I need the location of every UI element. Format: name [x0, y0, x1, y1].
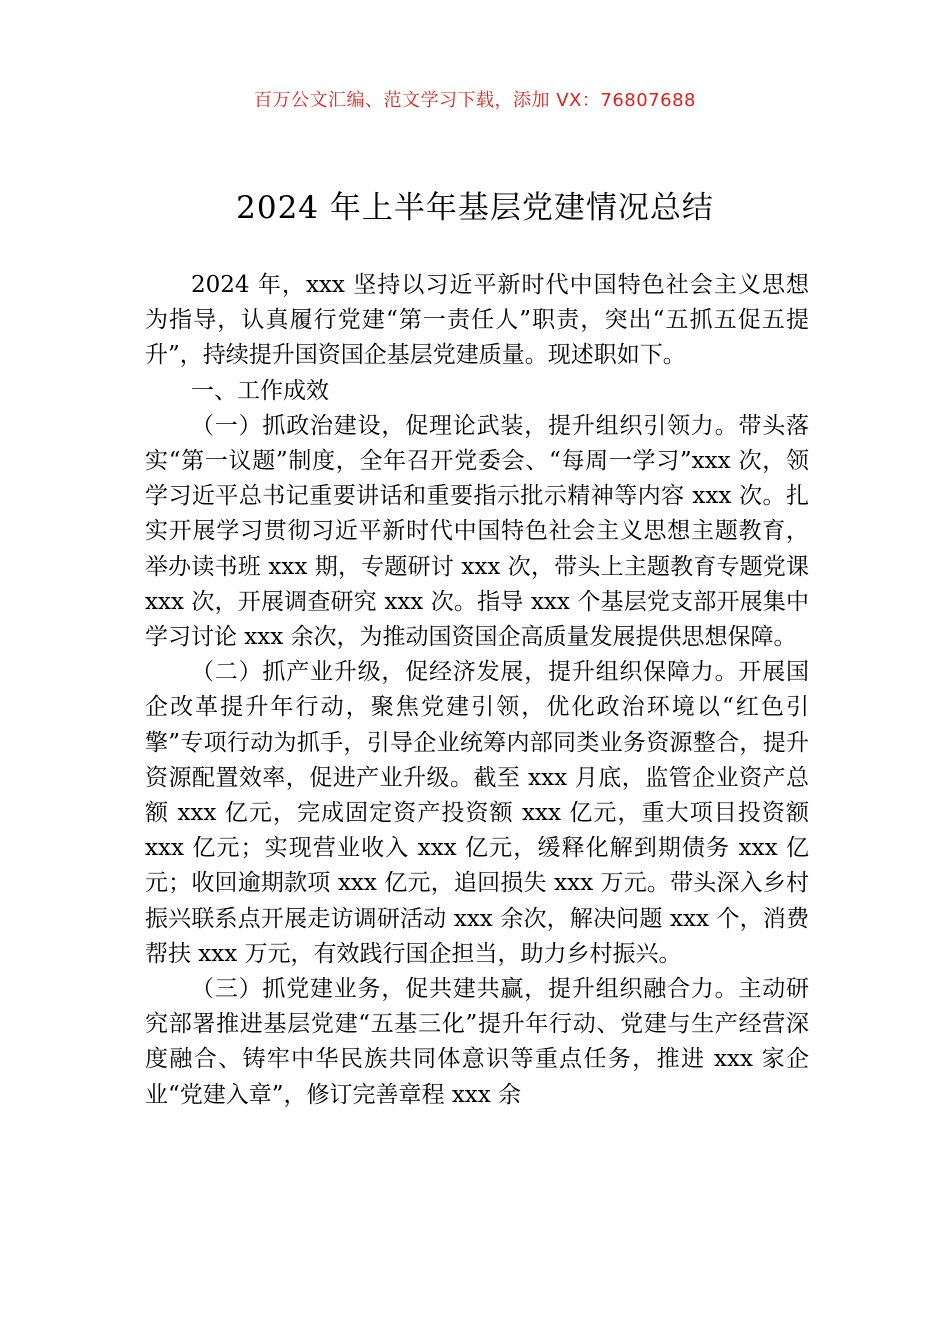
download-promo-note: 百万公文汇编、范文学习下载，添加 VX：76807688	[254, 90, 696, 111]
subsection-party-business-integration: （三）抓党建业务，促共建共赢，提升组织融合力。主动研究部署推进基层党建“五基三化”提升年行动、党建与生产经营深度融合、铸牢中华民族共同体意识等重点任务，推进 xxx 家企业“党建入章”，修订完善章程 xxx 余	[145, 976, 809, 1108]
subsection-political-building: （一）抓政治建设，促理论武装，提升组织引领力。带头落实“第一议题”制度，全年召开党委会、“每周一学习”xxx 次，领学习近平总书记重要讲话和重要指示批示精神等内容 xxx 次。扎实开展学习贯彻习近平新时代中国特色社会主义思想主题教育，举办读书班 xxx 期，专题研讨 xxx 次，带头上主题教育专题党课 xxx 次，开展调查研究 xxx 次。指导 xxx 个基层党支部开展集中学习讨论 xxx 余次，为推动国资国企高质量发展提供思想保障。	[145, 412, 809, 651]
section-heading-achievements: 一、工作成效	[191, 377, 329, 404]
document-body	[145, 268, 809, 1113]
intro-paragraph: 2024 年，xxx 坚持以习近平新时代中国特色社会主义思想为指导，认真履行党建“第一责任人”职责，突出“五抓五促五提升”，持续提升国资国企基层党建质量。现述职如下。	[145, 272, 809, 369]
subsection-industry-upgrade: （二）抓产业升级，促经济发展，提升组织保障力。开展国企改革提升年行动，聚焦党建引领，优化政治环境以“红色引擎”专项行动为抓手，引导企业统筹内部同类业务资源整合，提升资源配置效率，促进产业升级。截至 xxx 月底，监管企业资产总额 xxx 亿元，完成固定资产投资额 xxx 亿元，重大项目投资额 xxx 亿元；实现营业收入 xxx 亿元，缓释化解到期债务 xxx 亿元；收回逾期款项 xxx 亿元，追回损失 xxx 万元。带头深入乡村振兴联系点开展走访调研活动 xxx 余次，解决问题 xxx 个，消费帮扶 xxx 万元，有效践行国企担当，助力乡村振兴。	[145, 659, 809, 967]
document-title: 2024 年上半年基层党建情况总结	[236, 190, 714, 226]
